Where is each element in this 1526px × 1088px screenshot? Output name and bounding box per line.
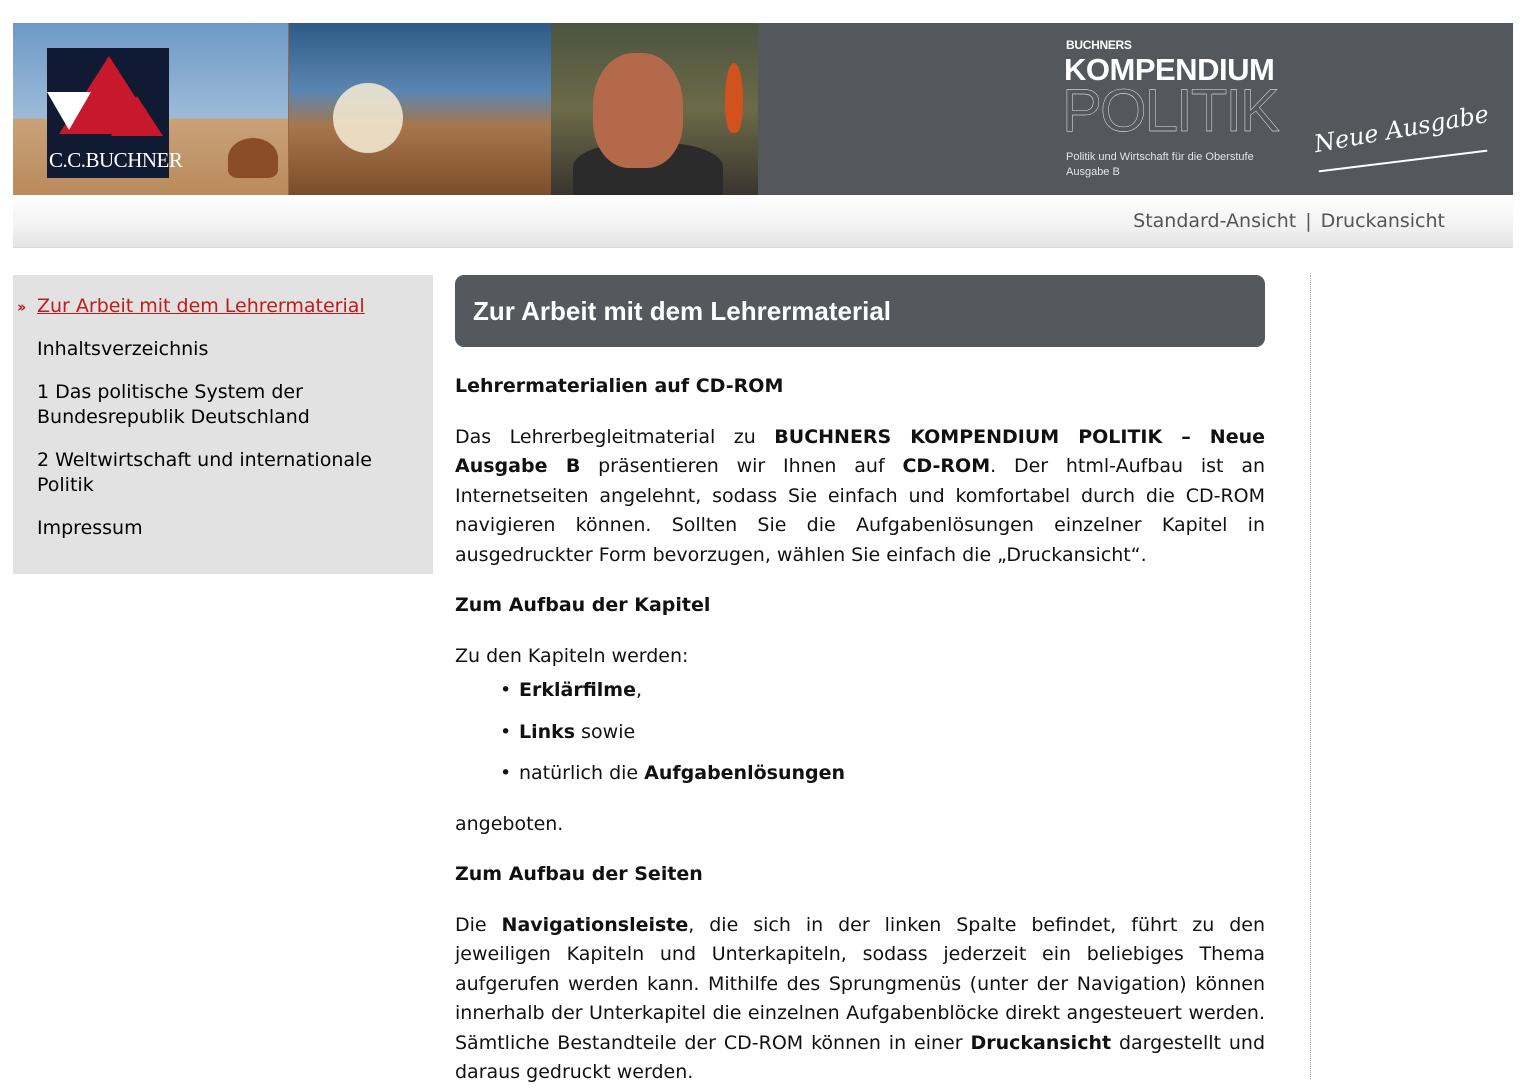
artwork-panel-moon xyxy=(289,23,551,195)
publisher-logo[interactable] xyxy=(47,48,183,178)
print-view-link[interactable]: Druckansicht xyxy=(1320,210,1445,232)
list-outro: angeboten. xyxy=(455,812,564,835)
logo-text: C.C.BUCHNER xyxy=(49,148,183,172)
text: dargestellt und daraus gedruckt werden. xyxy=(455,1031,1266,1083)
logo-triangle-red-small xyxy=(111,96,163,136)
page-title-box xyxy=(455,275,1265,347)
right-column-divider xyxy=(1310,275,1311,1079)
bold-text: BUCHNERS KOMPENDIUM POLITIK – Neue Ausgabe B xyxy=(455,425,1266,477)
header-banner xyxy=(13,23,1513,195)
bird-shape xyxy=(228,138,278,178)
bold-text: CD-ROM xyxy=(902,455,991,477)
standard-view-link[interactable]: Standard-Ansicht xyxy=(1133,210,1297,232)
paragraph-intro xyxy=(455,423,1265,571)
sidebar-item-label: 2 Weltwirtschaft und internationale xyxy=(37,449,372,471)
bullet-icon: • xyxy=(500,762,512,784)
bullet-icon: • xyxy=(500,720,512,743)
sidebar-item-impressum[interactable]: Impressum xyxy=(37,517,143,539)
sidebar-item-label: 1 Das politische System der xyxy=(37,381,303,403)
heading-cdrom: Lehrermaterialien auf CD-ROM xyxy=(455,375,784,397)
text: . Der html-Aufbau ist an Internetseiten angelehnt, sodass Sie einfach und komfortabel durch die CD-ROM navigieren können. Sollten Sie die Aufgabenlösungen einzelner Kapitel in ausgedruckter Form bevorzugen, wählen Sie einfach die „Druckansicht“. xyxy=(455,455,1265,566)
bullet-icon: • xyxy=(500,679,512,701)
heading-seiten: Zum Aufbau der Seiten xyxy=(455,863,703,885)
heading-kapitel: Zum Aufbau der Kapitel xyxy=(455,594,711,616)
bold-text: Aufgabenlösungen xyxy=(644,762,846,784)
edition-script: Neue Ausgabe xyxy=(1311,99,1491,159)
text: natürlich die xyxy=(519,762,645,784)
carrot-shape xyxy=(725,63,743,133)
logo-triangle-white xyxy=(47,92,91,130)
bold-text: Navigationsleiste xyxy=(501,913,689,936)
view-links xyxy=(1133,210,1445,232)
view-separator: | xyxy=(1305,210,1312,232)
main-content xyxy=(455,372,1265,1088)
text: Das Lehrerbegleitmaterial zu xyxy=(455,425,775,448)
text: präsentieren wir Ihnen auf xyxy=(580,455,903,477)
figure-head xyxy=(593,53,683,168)
list-item xyxy=(455,759,1265,789)
sidebar-item-chapter-1[interactable] xyxy=(37,380,310,430)
bold-text: Druckansicht xyxy=(970,1031,1112,1054)
moon-shape xyxy=(333,83,403,153)
brand-edition-b: Ausgabe B xyxy=(1066,166,1120,178)
bold-text: Erklärfilme xyxy=(519,679,636,701)
list-intro: Zu den Kapiteln werden: xyxy=(455,644,689,667)
sidebar-item-label: Bundesrepublik Deutschland xyxy=(37,406,310,428)
brand-line2: POLITIK xyxy=(1062,77,1279,144)
page-title: Zur Arbeit mit dem Lehrermaterial xyxy=(473,296,892,326)
text: Die xyxy=(455,913,502,936)
list-item xyxy=(455,718,1265,748)
view-toolbar xyxy=(13,196,1513,248)
sidebar-item-label: Politik xyxy=(37,474,94,496)
text: sowie xyxy=(575,720,636,743)
sidebar-item-inhaltsverzeichnis[interactable]: Inhaltsverzeichnis xyxy=(37,338,209,360)
text: , xyxy=(635,679,643,701)
list-item xyxy=(455,676,1265,706)
bold-text: Links xyxy=(519,720,576,743)
paragraph-navigation xyxy=(455,911,1265,1088)
active-marker-icon: ›› xyxy=(17,298,24,316)
brand-line1: KOMPENDIUM xyxy=(1064,52,1275,87)
sidebar-item-lehrermaterial[interactable]: Zur Arbeit mit dem Lehrermaterial xyxy=(37,295,365,317)
sidebar-item-chapter-2[interactable] xyxy=(37,448,372,498)
text: , die sich in der linken Spalte befindet, führt zu den jeweiligen Kapiteln und Unterkapiteln, sodass jederzeit ein beliebiges Thema aufgerufen werden kann. Mithilfe des Sprungmenüs (unter der Navigation) können innerhalb der Unterkapitel die einzelnen Aufgabenblöcke direkt angesteuert werden. Sämtliche Bestandteile der CD-ROM können in einer xyxy=(455,913,1265,1054)
brand-small: BUCHNERS xyxy=(1066,38,1132,52)
brand-subtitle: Politik und Wirtschaft für die Oberstufe xyxy=(1066,151,1254,163)
feature-list xyxy=(455,676,1265,789)
